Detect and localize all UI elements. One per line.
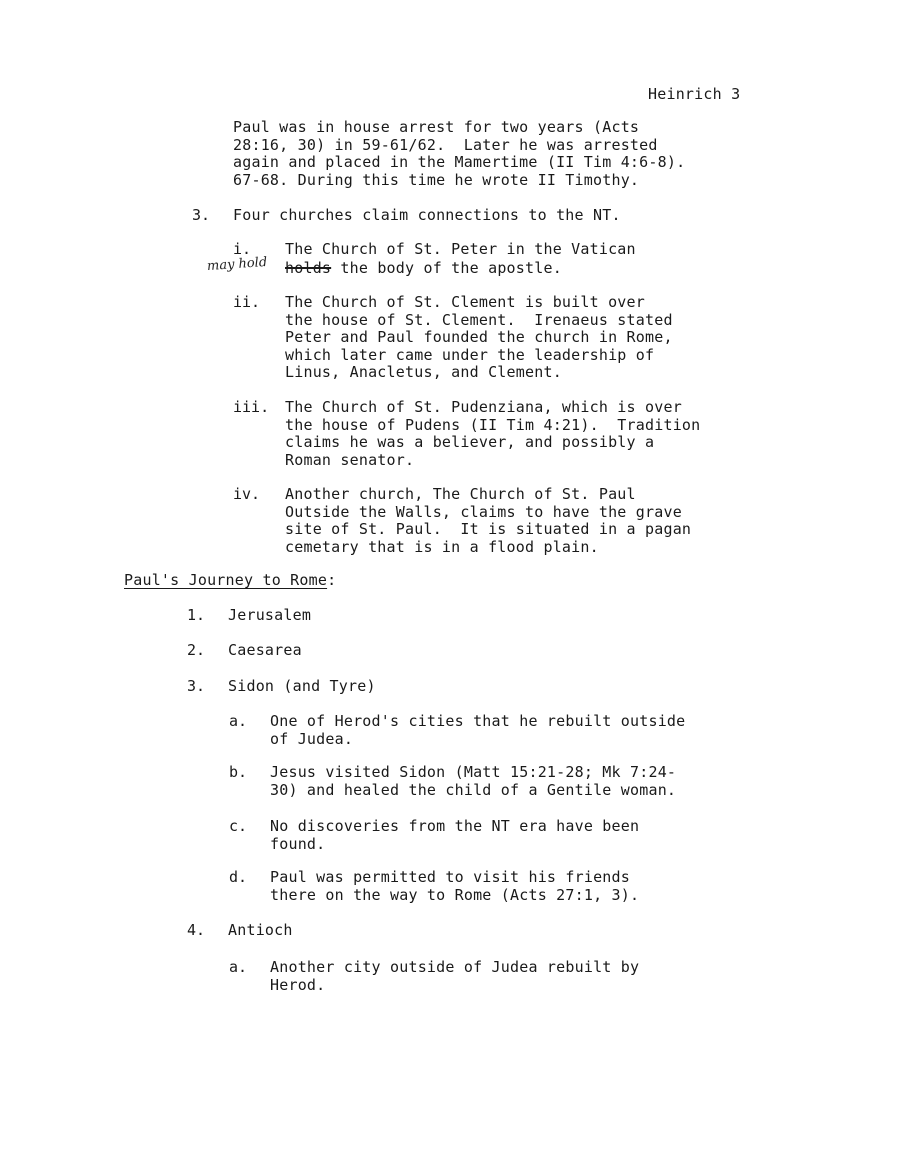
sub-item-text: The Church of St. Peter in the Vatican (285, 240, 636, 258)
sub-item-line: Jesus visited Sidon (Matt 15:21-28; Mk 7:24- (270, 763, 677, 781)
sub-item-text (285, 294, 673, 382)
sub-item-text (270, 764, 676, 799)
sub-item-line: The Church of St. Pudenziana, which is over (285, 398, 682, 416)
sub-item-line: Paul was permitted to visit his friends (270, 868, 630, 886)
sub-item-line: which later came under the leadership of (285, 345, 655, 364)
list-item-text: Caesarea (228, 641, 302, 659)
sub-number: ii. (233, 293, 261, 311)
sub-item-line: Roman senator. (285, 450, 415, 469)
list-item-text: Sidon (and Tyre) (228, 677, 376, 695)
sub-item-line: Another church, The Church of St. Paul (285, 485, 636, 503)
sub-number: i. (233, 240, 252, 258)
sub-item-line: claims he was a believer, and possibly a (285, 433, 655, 451)
sub-item-line: Another city outside of Judea rebuilt by (270, 958, 640, 976)
sub-item-text (285, 399, 700, 469)
sub-item-line: site of St. Paul. It is situated in a pagan (285, 520, 692, 538)
list-item-text: Jerusalem (228, 606, 312, 624)
sub-item-line: One of Herod's cities that he rebuilt outside (270, 712, 686, 730)
intro-line: 28:16, 30) in 59-61/62. Later he was arrested (233, 135, 658, 154)
intro-line: 67-68. During this time he wrote II Timothy. (233, 170, 640, 189)
section-heading-text: Paul's Journey to Rome (124, 571, 328, 589)
sub-item-text (270, 959, 639, 994)
sub-item-line: the house of Pudens (II Tim 4:21). Tradition (285, 415, 701, 434)
list-item-text: Four churches claim connections to the NT. (233, 206, 621, 224)
sub-item-line: Linus, Anacletus, and Clement. (285, 363, 562, 381)
section-heading-colon: : (327, 571, 337, 589)
intro-line: again and placed in the Mamertime (II Tim 4:6-8). (233, 153, 686, 171)
sub-item-line: No discoveries from the NT era have been (270, 817, 640, 835)
sub-item-line: 30) and healed the child of a Gentile woman. (270, 780, 677, 799)
intro-line: Paul was in house arrest for two years (Acts (233, 118, 640, 136)
sub-number: iv. (233, 485, 261, 503)
struck-word: holds (285, 259, 332, 277)
sub-item-line: cemetary that is in a flood plain. (285, 537, 599, 556)
sub-item-line: Outside the Walls, claims to have the grave (285, 502, 682, 521)
list-number: 4. (187, 921, 206, 939)
section-heading (124, 572, 336, 590)
sub-item-line: The Church of St. Clement is built over (285, 293, 645, 311)
list-number: 3. (192, 206, 211, 224)
sub-item-line: the house of St. Clement. Irenaeus stated (285, 310, 673, 329)
sub-item-text (285, 260, 562, 278)
list-number: 1. (187, 606, 206, 624)
sub-item-line: Herod. (270, 975, 326, 994)
sub-letter: a. (229, 958, 248, 976)
sub-item-line: found. (270, 834, 326, 853)
handwritten-correction: may hold (206, 254, 268, 275)
sub-number: iii. (233, 398, 270, 416)
sub-letter: c. (229, 817, 248, 835)
sub-item-text (270, 818, 639, 853)
sub-letter: b. (229, 763, 248, 781)
sub-item-text (270, 713, 685, 748)
sub-item-line: Peter and Paul founded the church in Rome, (285, 328, 673, 346)
sub-item-line: of Judea. (270, 729, 354, 748)
list-number: 2. (187, 641, 206, 659)
sub-item-line: the body of the apostle. (340, 259, 562, 277)
sub-item-text (285, 486, 691, 556)
list-number: 3. (187, 677, 206, 695)
sub-letter: d. (229, 868, 248, 886)
sub-letter: a. (229, 712, 248, 730)
page-header: Heinrich 3 (648, 85, 741, 103)
sub-item-text (270, 869, 639, 904)
intro-paragraph (233, 119, 685, 189)
list-item-text: Antioch (228, 921, 293, 939)
sub-item-line: there on the way to Rome (Acts 27:1, 3). (270, 885, 640, 904)
